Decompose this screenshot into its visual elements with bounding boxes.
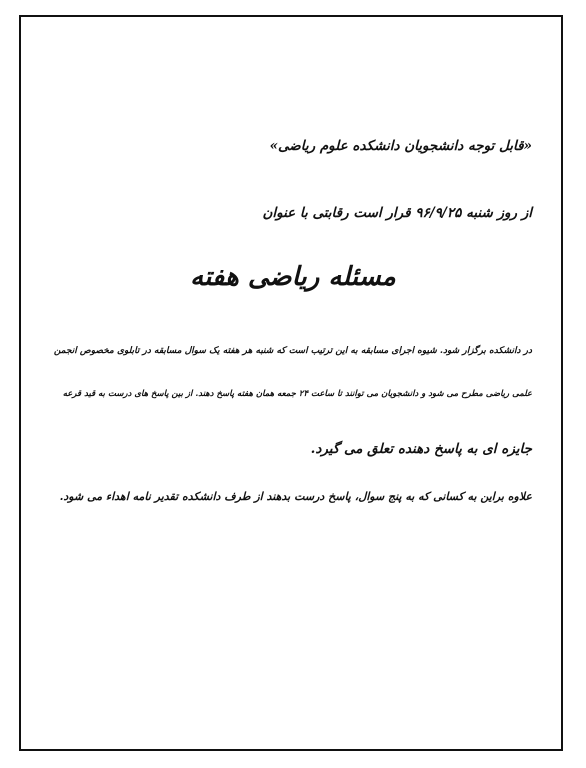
page-title: مسئله ریاضی هفته bbox=[190, 262, 396, 292]
notice-heading: «قابل توجه دانشجویان دانشکده علوم ریاضی» bbox=[269, 138, 532, 154]
paragraph-line-1: در دانشکده برگزار شود. شیوه اجرای مسابقه به این ترتیب است که شنبه هر هفته یک سوال مسابقه در تابلوی مخصوص انجمن bbox=[53, 346, 532, 356]
paragraph-line-4: علاوه براین به کسانی که به پنج سوال، پاسخ درست بدهند از طرف دانشکده تقدیر نامه اهداء می شود. bbox=[59, 490, 532, 503]
paragraph-line-2: علمی ریاضی مطرح می شود و دانشجویان می توانند تا ساعت ۲۴ جمعه همان هفته پاسخ دهند. از بین پاسخ های درست به قید قرعه bbox=[62, 389, 532, 399]
paragraph-line-3: جایزه ای به پاسخ دهنده تعلق می گیرد. bbox=[310, 441, 532, 457]
page-border bbox=[19, 15, 563, 751]
date-line: از روز شنبه ۹۶/۹/۲۵ قرار است رقابتی با عنوان bbox=[262, 205, 532, 221]
